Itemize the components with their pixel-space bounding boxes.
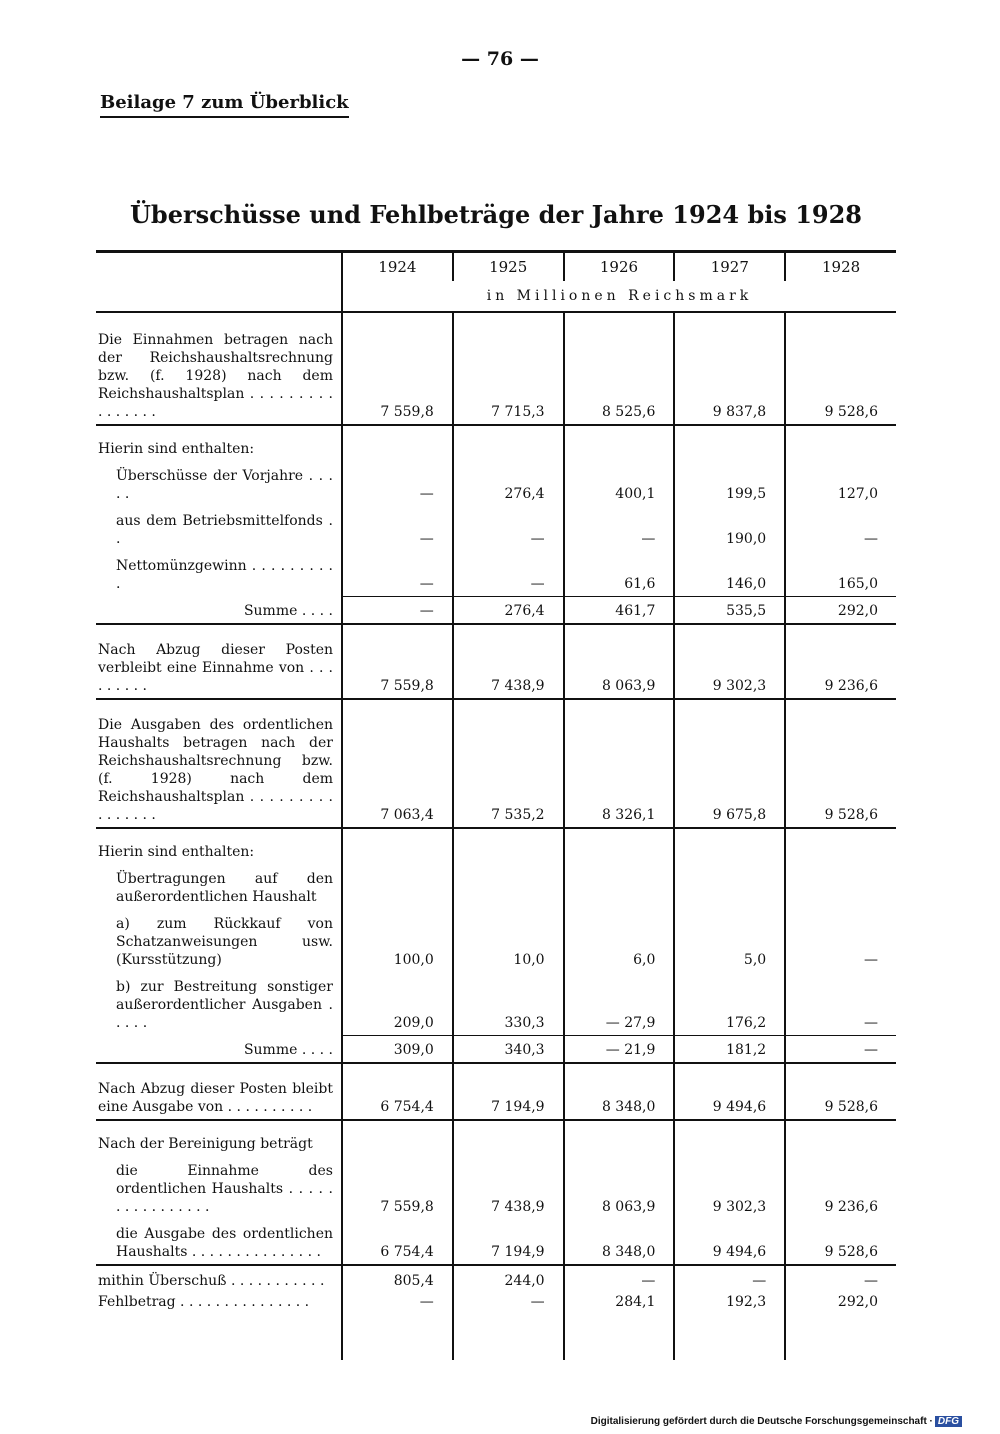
digitization-footer bbox=[591, 1416, 962, 1427]
table-tail bbox=[96, 1314, 896, 1360]
row-hierin-1 bbox=[96, 425, 896, 461]
cell: — bbox=[453, 1293, 564, 1314]
year-header: 1928 bbox=[822, 258, 861, 276]
cell: 8 063,9 bbox=[564, 1156, 675, 1219]
year-header: 1924 bbox=[342, 252, 453, 282]
cell: 9 494,6 bbox=[674, 1063, 785, 1120]
row-ausgabe-netto bbox=[96, 1063, 896, 1120]
unit-label: in Millionen Reichsmark bbox=[342, 281, 896, 312]
cell: — bbox=[453, 551, 564, 596]
row-bereinigung bbox=[96, 1120, 896, 1156]
row-label: Die Einnahmen betragen nach der Reichshaushaltsrechnung bzw. (f. 1928) nach dem Reichshaushaltsplan . . . . . . . . . . . . . . . . bbox=[96, 312, 342, 425]
cell: 165,0 bbox=[785, 551, 896, 596]
cell: — bbox=[342, 506, 453, 551]
row-einnahmen-total bbox=[96, 312, 896, 425]
cell: 9 236,6 bbox=[785, 1156, 896, 1219]
row-label: Summe . . . . bbox=[96, 1035, 342, 1063]
cell: 9 302,3 bbox=[674, 624, 785, 699]
cell: 10,0 bbox=[453, 909, 564, 972]
cell: 7 194,9 bbox=[453, 1219, 564, 1265]
cell: 276,4 bbox=[453, 596, 564, 624]
cell: — bbox=[785, 1035, 896, 1063]
row-fehlbetrag bbox=[96, 1293, 896, 1314]
cell: 7 438,9 bbox=[453, 1156, 564, 1219]
cell: 8 326,1 bbox=[564, 699, 675, 828]
appendix-label: Beilage 7 zum Überblick bbox=[100, 92, 349, 118]
row-label: Die Ausgaben des ordentlichen Haushalts betragen nach der Reichshaushaltsrechnung bzw. (f. 1928) nach dem Reichshaushaltsplan . . . . . . . . . . . . . . . . bbox=[96, 699, 342, 828]
cell: 9 528,6 bbox=[785, 699, 896, 828]
cell: 276,4 bbox=[453, 461, 564, 506]
cell: 400,1 bbox=[564, 461, 675, 506]
cell: 9 837,8 bbox=[674, 312, 785, 425]
cell: 284,1 bbox=[564, 1293, 675, 1314]
cell: 9 236,6 bbox=[785, 624, 896, 699]
cell: 244,0 bbox=[453, 1265, 564, 1293]
cell: — bbox=[564, 1265, 675, 1293]
cell: — bbox=[342, 551, 453, 596]
cell: 5,0 bbox=[674, 909, 785, 972]
row-label: Hierin sind enthalten: bbox=[98, 844, 255, 860]
cell: 199,5 bbox=[674, 461, 785, 506]
cell: 176,2 bbox=[674, 972, 785, 1035]
cell: 8 063,9 bbox=[564, 624, 675, 699]
year-header: 1926 bbox=[564, 252, 675, 282]
cell: — bbox=[342, 1293, 453, 1314]
row-bestreitung bbox=[96, 972, 896, 1035]
row-label: die Einnahme des ordentlichen Haushalts . . . . . . . . . . . . . . . . bbox=[116, 1163, 333, 1215]
cell: 9 675,8 bbox=[674, 699, 785, 828]
row-label: Nach der Bereinigung beträgt bbox=[98, 1136, 313, 1152]
row-label: b) zur Bestreitung sonstiger außerordentlicher Ausgaben . . . . . bbox=[116, 979, 333, 1031]
cell: 6,0 bbox=[564, 909, 675, 972]
cell: 309,0 bbox=[342, 1035, 453, 1063]
year-header-row bbox=[96, 252, 896, 282]
cell: 190,0 bbox=[674, 506, 785, 551]
cell: 9 528,6 bbox=[785, 1063, 896, 1120]
cell: 805,4 bbox=[342, 1265, 453, 1293]
row-uebertragungen bbox=[96, 864, 896, 909]
cell: 6 754,4 bbox=[342, 1063, 453, 1120]
row-ausgaben-total bbox=[96, 699, 896, 828]
cell: 8 525,6 bbox=[564, 312, 675, 425]
dfg-logo: DFG bbox=[935, 1416, 962, 1427]
cell: — bbox=[342, 461, 453, 506]
row-nettomuenzgewinn bbox=[96, 551, 896, 596]
cell: 146,0 bbox=[674, 551, 785, 596]
cell: — 27,9 bbox=[564, 972, 675, 1035]
cell: 9 528,6 bbox=[785, 312, 896, 425]
cell: — bbox=[342, 596, 453, 624]
row-bereinigt-einnahme bbox=[96, 1156, 896, 1219]
cell: 8 348,0 bbox=[564, 1219, 675, 1265]
row-label: Nach Abzug dieser Posten verbleibt eine Einnahme von . . . . . . . . . bbox=[96, 624, 342, 699]
cell: 8 348,0 bbox=[564, 1063, 675, 1120]
cell: 9 494,6 bbox=[674, 1219, 785, 1265]
cell: — bbox=[564, 506, 675, 551]
unit-row bbox=[96, 281, 896, 312]
cell: 535,5 bbox=[674, 596, 785, 624]
cell: — 21,9 bbox=[564, 1035, 675, 1063]
cell: 7 194,9 bbox=[453, 1063, 564, 1120]
row-label: die Ausgabe des ordentlichen Haushalts . . . . . . . . . . . . . . . bbox=[116, 1226, 333, 1260]
table-title: Überschüsse und Fehlbeträge der Jahre 1924 bis 1928 bbox=[129, 200, 863, 229]
cell: 340,3 bbox=[453, 1035, 564, 1063]
cell: 100,0 bbox=[342, 909, 453, 972]
cell: 7 535,2 bbox=[453, 699, 564, 828]
row-label: Überschüsse der Vorjahre . . . . . bbox=[116, 468, 333, 502]
cell: 9 528,6 bbox=[785, 1219, 896, 1265]
cell: 127,0 bbox=[785, 461, 896, 506]
cell: — bbox=[785, 909, 896, 972]
cell: — bbox=[785, 506, 896, 551]
footer-text: Digitalisierung gefördert durch die Deutsche Forschungsgemeinschaft · bbox=[590, 1416, 933, 1427]
row-label: Nettomünzgewinn . . . . . . . . . . bbox=[116, 558, 333, 592]
page-number: — 76 — bbox=[461, 48, 539, 70]
cell: 7 559,8 bbox=[342, 312, 453, 425]
row-ueberschuss bbox=[96, 1265, 896, 1293]
cell: 209,0 bbox=[342, 972, 453, 1035]
cell: 192,3 bbox=[674, 1293, 785, 1314]
cell: 330,3 bbox=[453, 972, 564, 1035]
row-label: Nach Abzug dieser Posten bleibt eine Ausgabe von . . . . . . . . . . bbox=[96, 1063, 342, 1120]
cell: 7 438,9 bbox=[453, 624, 564, 699]
cell: — bbox=[453, 506, 564, 551]
row-summe-2 bbox=[96, 1035, 896, 1063]
data-table bbox=[96, 250, 896, 1360]
cell: 7 063,4 bbox=[342, 699, 453, 828]
row-label: Summe . . . . bbox=[96, 596, 342, 624]
cell: 7 715,3 bbox=[453, 312, 564, 425]
cell: 292,0 bbox=[785, 596, 896, 624]
row-betriebsmittelfonds bbox=[96, 506, 896, 551]
cell: 7 559,8 bbox=[342, 1156, 453, 1219]
cell: 7 559,8 bbox=[342, 624, 453, 699]
row-label: Übertragungen auf den außerordentlichen Haushalt bbox=[116, 871, 333, 905]
row-label: Hierin sind enthalten: bbox=[98, 441, 255, 457]
cell: 6 754,4 bbox=[342, 1219, 453, 1265]
year-header: 1927 bbox=[674, 252, 785, 282]
row-hierin-2 bbox=[96, 828, 896, 864]
cell: 9 302,3 bbox=[674, 1156, 785, 1219]
row-label: mithin Überschuß . . . . . . . . . . . bbox=[98, 1273, 325, 1289]
cell: — bbox=[785, 972, 896, 1035]
row-einnahme-netto bbox=[96, 624, 896, 699]
cell: 61,6 bbox=[564, 551, 675, 596]
row-ueberschuesse-vorjahre bbox=[96, 461, 896, 506]
cell: — bbox=[785, 1265, 896, 1293]
row-bereinigt-ausgabe bbox=[96, 1219, 896, 1265]
cell: 181,2 bbox=[674, 1035, 785, 1063]
row-rueckkauf bbox=[96, 909, 896, 972]
row-label: aus dem Betriebsmittelfonds . . bbox=[116, 513, 333, 547]
row-label: Fehlbetrag . . . . . . . . . . . . . . . bbox=[98, 1294, 310, 1310]
cell: — bbox=[674, 1265, 785, 1293]
row-summe-1 bbox=[96, 596, 896, 624]
year-header: 1925 bbox=[453, 252, 564, 282]
cell: 292,0 bbox=[785, 1293, 896, 1314]
cell: 461,7 bbox=[564, 596, 675, 624]
row-label: a) zum Rückkauf von Schatzanweisungen usw. (Kursstützung) bbox=[116, 916, 333, 968]
